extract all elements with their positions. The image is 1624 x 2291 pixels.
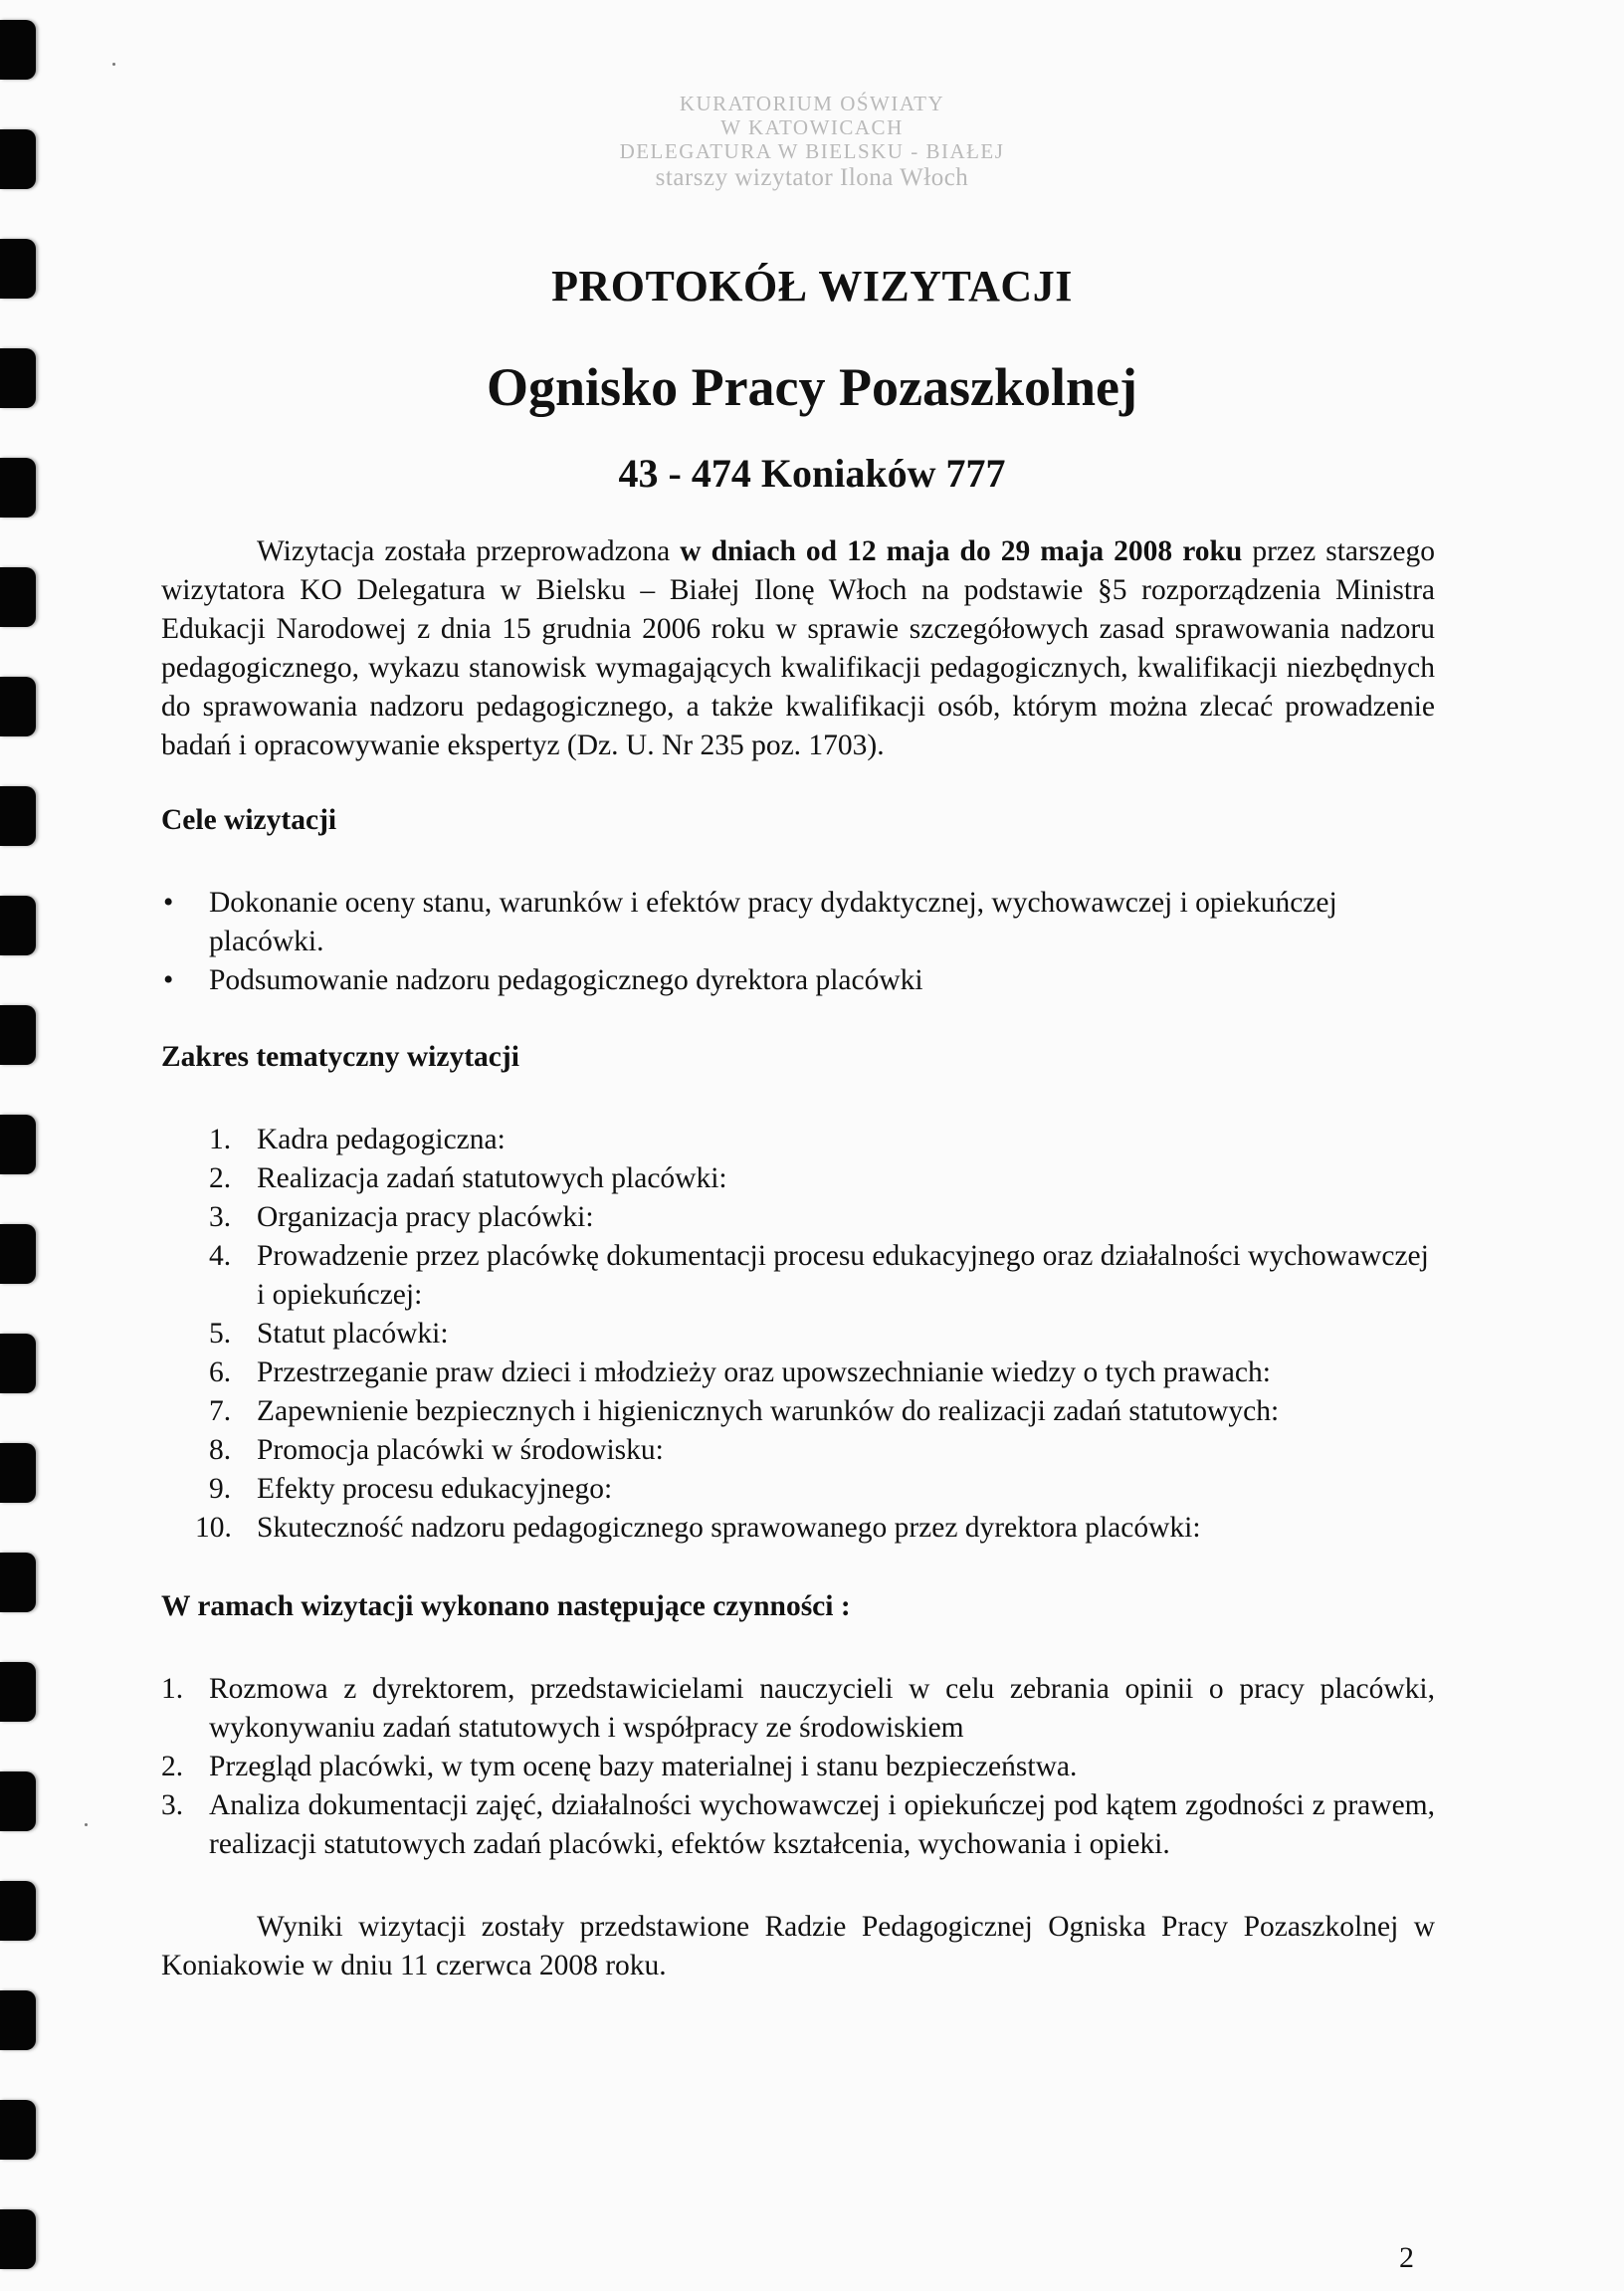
action-item xyxy=(161,1786,1435,1864)
scope-list xyxy=(161,1121,1435,1548)
document-body xyxy=(161,532,1435,1985)
institution-name: Ognisko Pracy Pozaszkolnej xyxy=(487,357,1137,417)
intro-text-before: Wizytacja została przeprowadzona xyxy=(257,535,681,567)
action-item-number: 3. xyxy=(161,1789,184,1821)
intro-paragraph xyxy=(161,532,1435,765)
scope-item-number: 3. xyxy=(209,1201,232,1233)
intro-dates: w dniach od 12 maja do 29 maja 2008 roku xyxy=(680,535,1243,567)
binding-hole xyxy=(0,1881,36,1941)
goal-item xyxy=(161,961,1435,1000)
stamp-line-1: KURATORIUM OŚWIATY xyxy=(679,92,945,115)
action-item-number: 1. xyxy=(161,1673,184,1705)
binding-hole xyxy=(0,1990,36,2050)
scope-item-text: Prowadzenie przez placówkę dokumentacji procesu edukacyjnego oraz działalności wychowawczej i opiekuńczej: xyxy=(257,1240,1429,1311)
closing-paragraph: Wyniki wizytacji zostały przedstawione Radzie Pedagogicznej Ogniska Pracy Pozaszkolnej w Koniakowie w dniu 11 czerwca 2008 roku. xyxy=(161,1911,1435,1981)
scope-item-number: 8. xyxy=(209,1434,232,1466)
header-stamp xyxy=(0,92,1624,193)
binding-hole xyxy=(0,1662,36,1722)
binding-hole xyxy=(0,677,36,736)
scope-item-text: Statut placówki: xyxy=(257,1318,449,1350)
binding-hole xyxy=(0,1553,36,1612)
binding-hole xyxy=(0,2100,36,2160)
action-item-text: Analiza dokumentacji zajęć, działalności wychowawczej i opiekuńczej pod kątem zgodności z prawem, realizacji statutowych zadań placówki, efektów kształcenia, wychowania i opieki. xyxy=(209,1789,1435,1860)
scope-item-number: 5. xyxy=(209,1318,232,1350)
scope-item xyxy=(161,1431,1435,1470)
scope-item xyxy=(161,1237,1435,1315)
scope-item-text: Skuteczność nadzoru pedagogicznego sprawowanego przez dyrektora placówki: xyxy=(257,1512,1201,1544)
scope-item-number: 2. xyxy=(209,1162,232,1194)
scope-item-text: Zapewnienie bezpiecznych i higienicznych warunków do realizacji zadań statutowych: xyxy=(257,1395,1280,1427)
binding-hole xyxy=(0,567,36,627)
bullet-icon: • xyxy=(163,964,174,996)
scope-item-text: Efekty procesu edukacyjnego: xyxy=(257,1473,613,1505)
goals-heading: Cele wizytacji xyxy=(161,804,337,836)
scope-item-number: 1. xyxy=(209,1124,232,1155)
binding-hole xyxy=(0,2209,36,2269)
institution-address: 43 - 474 Koniaków 777 xyxy=(618,451,1006,496)
scope-item-text: Realizacja zadań statutowych placówki: xyxy=(257,1162,727,1194)
scan-speck xyxy=(112,63,115,66)
scope-item xyxy=(161,1392,1435,1431)
scope-item xyxy=(161,1121,1435,1159)
binding-hole xyxy=(0,1334,36,1393)
scope-item-number: 9. xyxy=(209,1473,232,1505)
scope-item xyxy=(161,1470,1435,1509)
scope-item-text: Przestrzeganie praw dzieci i młodzieży oraz upowszechnianie wiedzy o tych prawach: xyxy=(257,1356,1271,1388)
action-item-text: Rozmowa z dyrektorem, przedstawicielami nauczycieli w celu zebrania opinii o pracy placówki, wykonywaniu zadań statutowych i współpracy ze środowiskiem xyxy=(209,1673,1435,1744)
scope-item-number: 4. xyxy=(209,1240,232,1272)
stamp-line-3: DELEGATURA W BIELSKU - BIAŁEJ xyxy=(619,139,1005,163)
binding-hole xyxy=(0,20,36,80)
bullet-icon: • xyxy=(163,887,174,919)
binding-hole xyxy=(0,1115,36,1174)
intro-text-after: przez starszego wizytatora KO Delegatura w Bielsku – Białej Ilonę Włoch na podstawie §5 rozporządzenia Ministra Edukacji Narodowej z dnia 15 grudnia 2006 roku w sprawie szczegółowych zasad sprawowania nadzoru pedagogicznego, wykazu stanowisk wymagających kwalifikacji pedagogicznych, kwalifikacji niezbędnych do sprawowania nadzoru pedagogicznego, a także kwalifikacji osób, którym można zlecać prowadzenie badań i opracowywanie ekspertyz (Dz. U. Nr 235 poz. 1703). xyxy=(161,535,1435,761)
actions-heading: W ramach wizytacji wykonano następujące czynności : xyxy=(161,1590,851,1622)
goal-text: Podsumowanie nadzoru pedagogicznego dyrektora placówki xyxy=(209,964,923,996)
scope-item-text: Kadra pedagogiczna: xyxy=(257,1124,506,1155)
scope-item xyxy=(161,1315,1435,1354)
goal-item xyxy=(161,884,1435,961)
binding-hole xyxy=(0,1005,36,1065)
scope-item-number: 6. xyxy=(209,1356,232,1388)
goals-list xyxy=(161,884,1435,1000)
scope-item-number: 7. xyxy=(209,1395,232,1427)
action-item-text: Przegląd placówki, w tym ocenę bazy materialnej i stanu bezpieczeństwa. xyxy=(209,1751,1078,1782)
scope-item-text: Promocja placówki w środowisku: xyxy=(257,1434,664,1466)
binding-hole xyxy=(0,786,36,846)
binding-holes xyxy=(0,0,60,2291)
scope-heading: Zakres tematyczny wizytacji xyxy=(161,1041,519,1073)
scope-item xyxy=(161,1198,1435,1237)
page-number: 2 xyxy=(1399,2241,1414,2274)
binding-hole xyxy=(0,1443,36,1503)
action-item xyxy=(161,1748,1435,1786)
actions-list xyxy=(161,1670,1435,1864)
stamp-line-2: W KATOWICACH xyxy=(720,115,904,139)
scope-item xyxy=(161,1509,1435,1548)
scope-item-text: Organizacja pracy placówki: xyxy=(257,1201,594,1233)
binding-hole xyxy=(0,1224,36,1284)
action-item-number: 2. xyxy=(161,1751,184,1782)
scope-item-number: 10. xyxy=(195,1512,232,1544)
goal-text: Dokonanie oceny stanu, warunków i efektów pracy dydaktycznej, wychowawczej i opiekuńczej placówki. xyxy=(209,887,1337,957)
binding-hole xyxy=(0,1771,36,1831)
action-item xyxy=(161,1670,1435,1748)
document-title: PROTOKÓŁ WIZYTACJI xyxy=(551,262,1073,311)
binding-hole xyxy=(0,896,36,955)
scope-item xyxy=(161,1159,1435,1198)
stamp-line-4: starszy wizytator Ilona Włoch xyxy=(655,164,969,191)
scope-item xyxy=(161,1354,1435,1392)
scan-speck xyxy=(85,1823,88,1826)
